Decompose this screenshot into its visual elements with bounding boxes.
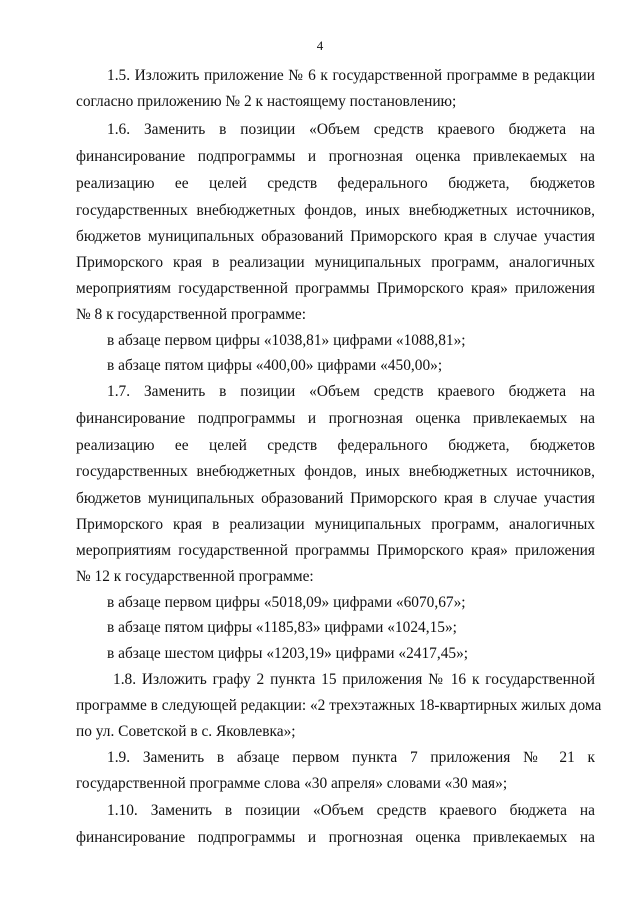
text-line: по ул. Советской в с. Яковлевка»; [76,723,296,740]
text-line: государственных внебюджетных фондов, иных внебюджетных источников, [76,463,595,480]
text-line: в абзаце пятом цифры «400,00» цифрами «450,00»; [107,357,443,374]
text-line: государственной программе слова «30 апреля» словами «30 мая»; [76,775,508,792]
text-line: мероприятиям государственной программы Приморского края» приложения [76,542,595,559]
text-line: 1.9. Заменить в абзаце первом пункта 7 приложения № 21 к [107,749,595,766]
text-line: 1.8. Изложить графу 2 пункта 15 приложения № 16 к государственной [113,671,595,688]
text-line: реализацию ее целей средств федерального бюджета, бюджетов [76,437,595,454]
text-line: мероприятиям государственной программы Приморского края» приложения [76,280,595,297]
text-line: согласно приложению № 2 к настоящему постановлению; [76,93,457,110]
text-line: Приморского края в реализации муниципальных программ, аналогичных [76,254,595,271]
text-line: в абзаце шестом цифры «1203,19» цифрами «2417,45»; [107,645,469,662]
text-line: бюджетов муниципальных образований Приморского края в случае участия [76,228,595,245]
text-line: бюджетов муниципальных образований Приморского края в случае участия [76,490,595,507]
text-line: финансирование подпрограммы и прогнозная оценка привлекаемых на [76,148,595,165]
text-line: 1.10. Заменить в позиции «Объем средств краевого бюджета на [107,802,595,819]
text-line: программе в следующей редакции: «2 трехэтажных 18-квартирных жилых дома [76,697,602,714]
page-number: 4 [316,38,324,53]
text-line: реализацию ее целей средств федерального бюджета, бюджетов [76,175,595,192]
text-line: № 8 к государственной программе: [76,306,306,323]
text-line: в абзаце первом цифры «1038,81» цифрами «1088,81»; [107,332,466,349]
text-line: 1.7. Заменить в позиции «Объем средств краевого бюджета на [107,383,595,400]
text-line: Приморского края в реализации муниципальных программ, аналогичных [76,516,595,533]
text-line: финансирование подпрограммы и прогнозная оценка привлекаемых на [76,829,595,846]
text-line: № 12 к государственной программе: [76,568,314,585]
text-line: в абзаце пятом цифры «1185,83» цифрами «1024,15»; [107,619,457,636]
text-line: 1.6. Заменить в позиции «Объем средств краевого бюджета на [107,121,595,138]
text-line: финансирование подпрограммы и прогнозная оценка привлекаемых на [76,410,595,427]
text-line: 1.5. Изложить приложение № 6 к государственной программе в редакции [107,67,595,84]
text-line: в абзаце первом цифры «5018,09» цифрами «6070,67»; [107,594,466,611]
text-line: государственных внебюджетных фондов, иных внебюджетных источников, [76,202,595,219]
